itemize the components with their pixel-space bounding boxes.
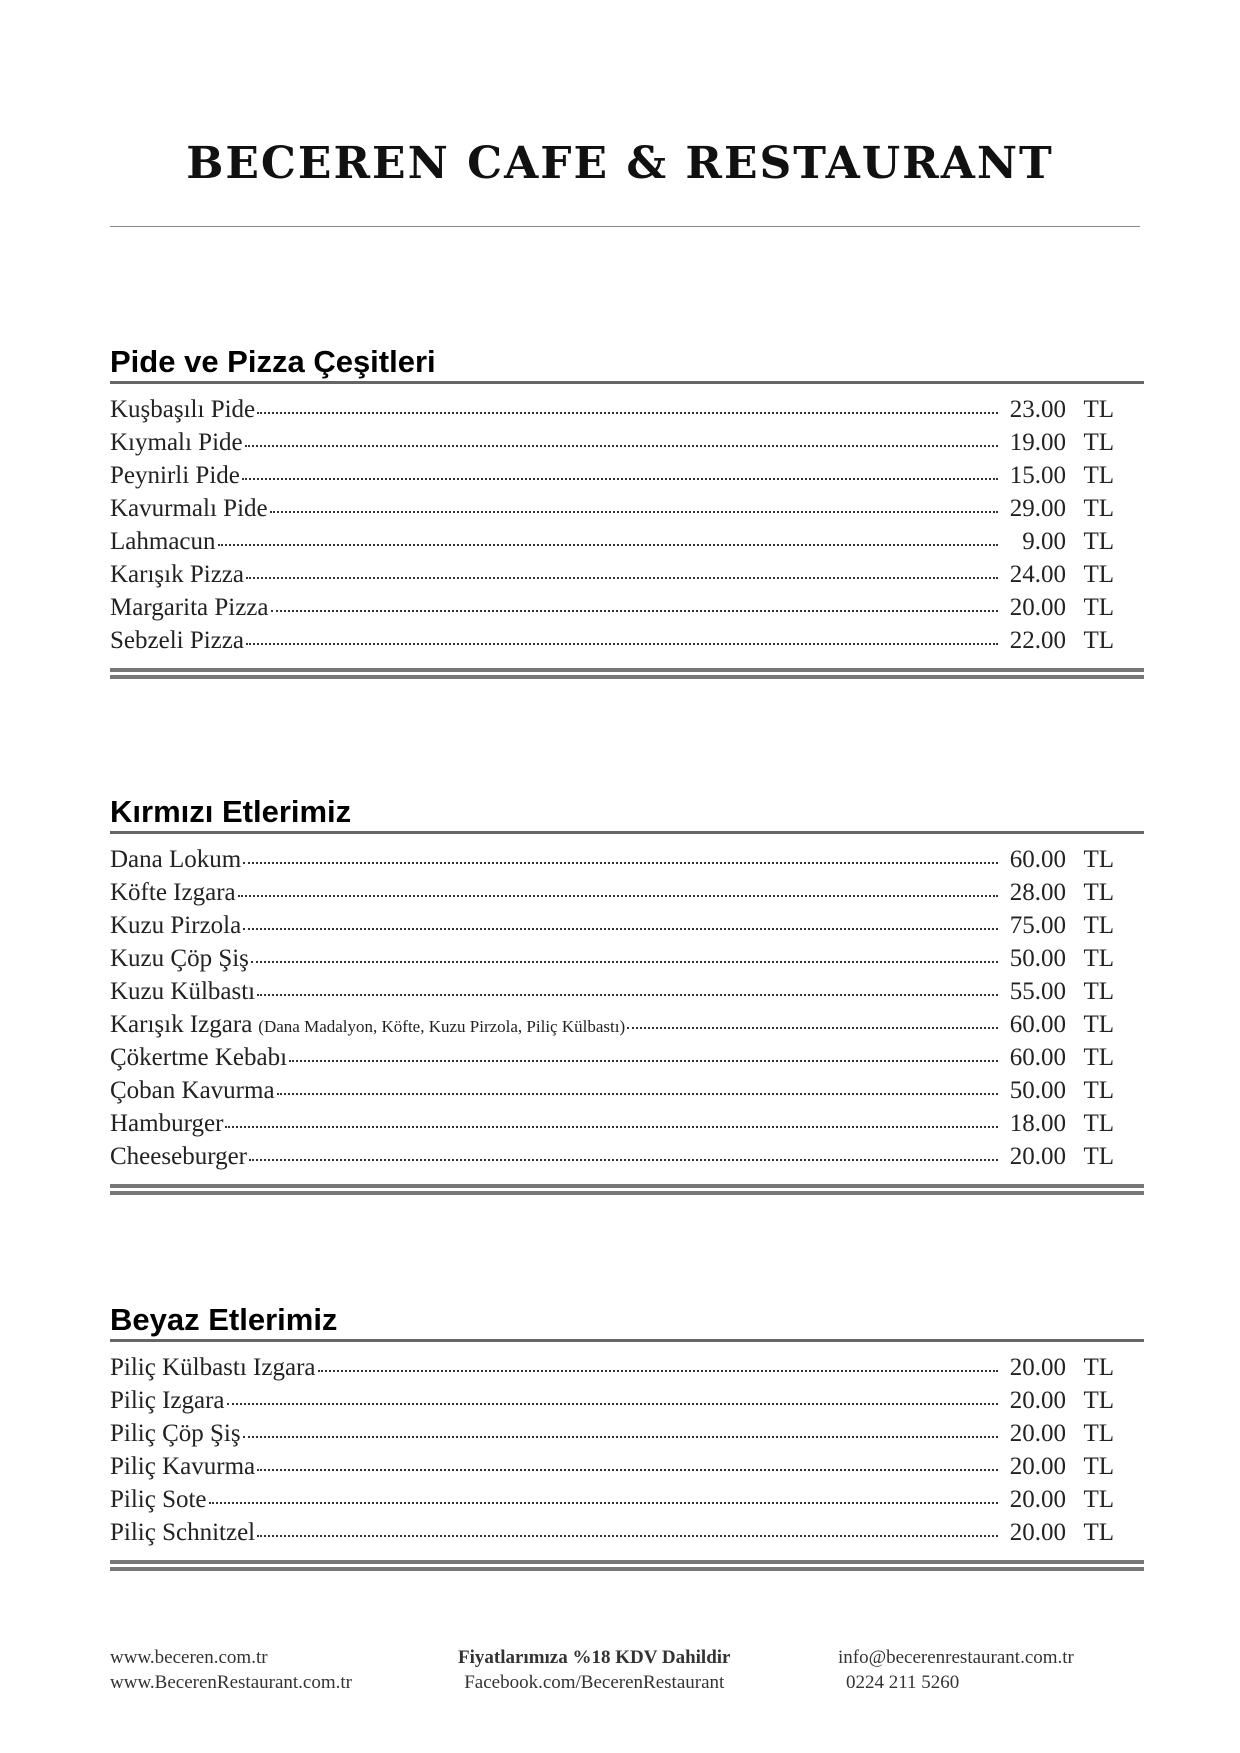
item-currency: TL: [1083, 1420, 1114, 1447]
dot-leader: [245, 445, 998, 447]
item-currency: TL: [1083, 396, 1114, 423]
item-currency: TL: [1083, 1044, 1114, 1071]
title-divider: [110, 226, 1140, 227]
facebook-link[interactable]: Facebook.com/BecerenRestaurant: [464, 1672, 725, 1693]
menu-items: [110, 396, 1144, 660]
menu-item: [110, 1077, 1144, 1110]
menu-item: [110, 1011, 1144, 1044]
dot-leader: [243, 862, 998, 864]
item-name: Peynirli Pide: [110, 462, 240, 489]
footer-center: [458, 1645, 731, 1695]
item-name: Kuzu Külbastı: [110, 978, 256, 1005]
item-currency: TL: [1083, 1077, 1114, 1104]
email-link[interactable]: info@becerenrestaurant.com.tr: [838, 1647, 1074, 1668]
item-currency: TL: [1083, 945, 1114, 972]
item-price: 20.00: [1009, 1143, 1066, 1170]
item-name: Cheeseburger: [110, 1143, 247, 1170]
item-currency: TL: [1083, 429, 1114, 456]
item-name: Piliç Çöp Şiş: [110, 1420, 241, 1447]
menu-item: [110, 1143, 1144, 1176]
item-name: Kuzu Pirzola: [110, 912, 242, 939]
dot-leader: [271, 610, 999, 612]
menu-item: [110, 396, 1144, 429]
item-currency: TL: [1083, 1387, 1114, 1414]
item-price: 23.00: [1009, 396, 1066, 423]
dot-leader: [257, 1469, 998, 1471]
menu-item: [110, 1354, 1144, 1387]
item-price: 55.00: [1009, 978, 1066, 1005]
item-currency: TL: [1083, 1011, 1114, 1038]
website-link-alt[interactable]: www.BecerenRestaurant.com.tr: [110, 1672, 352, 1693]
dot-leader: [243, 1436, 998, 1438]
dot-leader: [218, 544, 998, 546]
menu-item: [110, 1110, 1144, 1143]
item-price: 29.00: [1009, 495, 1066, 522]
item-currency: TL: [1083, 528, 1114, 555]
item-name: Karışık Izgara: [110, 1011, 253, 1038]
item-price: 20.00: [1009, 594, 1066, 621]
item-name: Köfte Izgara: [110, 879, 236, 906]
item-currency: TL: [1083, 1143, 1114, 1170]
section-title: Pide ve Pizza Çeşitleri: [110, 344, 436, 379]
item-currency: TL: [1083, 912, 1114, 939]
section-end-divider: [110, 1560, 1144, 1571]
item-currency: TL: [1083, 594, 1114, 621]
menu-item: [110, 495, 1144, 528]
menu-item: [110, 462, 1144, 495]
menu-items: [110, 846, 1144, 1176]
item-price: 22.00: [1009, 627, 1066, 654]
footer-right: [838, 1645, 1074, 1695]
item-name: Lahmacun: [110, 528, 216, 555]
item-currency: TL: [1083, 495, 1114, 522]
dot-leader: [249, 1159, 998, 1161]
section-title: Kırmızı Etlerimiz: [110, 794, 352, 829]
menu-items: [110, 1354, 1144, 1552]
menu-section-white-meats: [110, 1301, 1144, 1571]
item-price: 15.00: [1009, 462, 1066, 489]
vat-note: Fiyatlarımıza %18 KDV Dahildir: [458, 1647, 731, 1668]
section-end-divider: [110, 1184, 1144, 1195]
menu-item: [110, 1453, 1144, 1486]
item-currency: TL: [1083, 1110, 1114, 1137]
dot-leader: [238, 895, 998, 897]
section-divider: [110, 1339, 1144, 1342]
item-currency: TL: [1083, 879, 1114, 906]
menu-item: [110, 627, 1144, 660]
dot-leader: [277, 1093, 998, 1095]
item-price: 20.00: [1009, 1486, 1066, 1513]
item-price: 50.00: [1009, 945, 1066, 972]
menu-item: [110, 1519, 1144, 1552]
item-note: (Dana Madalyon, Köfte, Kuzu Pirzola, Piliç Külbastı): [258, 1017, 626, 1036]
dot-leader: [257, 412, 998, 414]
dot-leader: [627, 1027, 998, 1029]
item-price: 20.00: [1009, 1453, 1066, 1480]
section-divider: [110, 831, 1144, 834]
section-divider: [110, 381, 1144, 384]
item-price: 60.00: [1009, 1044, 1066, 1071]
item-currency: TL: [1083, 1519, 1114, 1546]
menu-section-pide-pizza: [110, 343, 1144, 679]
item-currency: TL: [1083, 978, 1114, 1005]
menu-item: [110, 1420, 1144, 1453]
section-title: Beyaz Etlerimiz: [110, 1302, 338, 1337]
dot-leader: [243, 928, 998, 930]
item-price: 28.00: [1009, 879, 1066, 906]
menu-item: [110, 1387, 1144, 1420]
item-name: Margarita Pizza: [110, 594, 269, 621]
item-name: Kuşbaşılı Pide: [110, 396, 256, 423]
item-price: 9.00: [1022, 528, 1066, 555]
menu-item: [110, 561, 1144, 594]
item-currency: TL: [1083, 846, 1114, 873]
item-name: Çoban Kavurma: [110, 1077, 275, 1104]
menu-item: [110, 429, 1144, 462]
item-name: Dana Lokum: [110, 846, 242, 873]
footer-left: [110, 1645, 352, 1695]
item-currency: TL: [1083, 627, 1114, 654]
dot-leader: [318, 1370, 999, 1372]
page-title: BECEREN CAFE & RESTAURANT: [186, 138, 1054, 189]
item-price: 20.00: [1009, 1387, 1066, 1414]
menu-section-red-meats: [110, 793, 1144, 1195]
item-price: 18.00: [1009, 1110, 1066, 1137]
item-price: 60.00: [1009, 1011, 1066, 1038]
phone-number: 0224 211 5260: [846, 1672, 960, 1693]
menu-item: [110, 879, 1144, 912]
dot-leader: [246, 577, 998, 579]
dot-leader: [209, 1502, 998, 1504]
item-name: Kuzu Çöp Şiş: [110, 945, 249, 972]
dot-leader: [270, 511, 998, 513]
dot-leader: [251, 961, 998, 963]
menu-item: [110, 1044, 1144, 1077]
item-name: Hamburger: [110, 1110, 224, 1137]
item-name: Piliç Izgara: [110, 1387, 225, 1414]
dot-leader: [246, 643, 998, 645]
menu-item: [110, 846, 1144, 879]
item-price: 20.00: [1009, 1420, 1066, 1447]
item-price: 60.00: [1009, 846, 1066, 873]
menu-item: [110, 912, 1144, 945]
item-name: Çökertme Kebabı: [110, 1044, 288, 1071]
item-price: 20.00: [1009, 1354, 1066, 1381]
dot-leader: [257, 1535, 998, 1537]
item-price: 20.00: [1009, 1519, 1066, 1546]
section-end-divider: [110, 668, 1144, 679]
menu-item: [110, 528, 1144, 561]
item-currency: TL: [1083, 1453, 1114, 1480]
item-price: 75.00: [1009, 912, 1066, 939]
dot-leader: [242, 478, 998, 480]
menu-item: [110, 1486, 1144, 1519]
item-name: Kavurmalı Pide: [110, 495, 268, 522]
item-name: Piliç Kavurma: [110, 1453, 256, 1480]
item-currency: TL: [1083, 561, 1114, 588]
dot-leader: [257, 994, 998, 996]
website-link[interactable]: www.beceren.com.tr: [110, 1647, 268, 1668]
dot-leader: [225, 1126, 998, 1128]
item-name: Karışık Pizza: [110, 561, 244, 588]
dot-leader: [227, 1403, 998, 1405]
menu-item: [110, 978, 1144, 1011]
item-price: 50.00: [1009, 1077, 1066, 1104]
menu-item: [110, 594, 1144, 627]
item-name: Piliç Sote: [110, 1486, 207, 1513]
item-name: Piliç Külbastı Izgara: [110, 1354, 316, 1381]
item-currency: TL: [1083, 462, 1114, 489]
dot-leader: [289, 1060, 998, 1062]
item-name: Sebzeli Pizza: [110, 627, 244, 654]
item-currency: TL: [1083, 1486, 1114, 1513]
item-name: Piliç Schnitzel: [110, 1519, 256, 1546]
item-price: 24.00: [1009, 561, 1066, 588]
menu-item: [110, 945, 1144, 978]
item-name: Kıymalı Pide: [110, 429, 243, 456]
item-price: 19.00: [1009, 429, 1066, 456]
item-currency: TL: [1083, 1354, 1114, 1381]
